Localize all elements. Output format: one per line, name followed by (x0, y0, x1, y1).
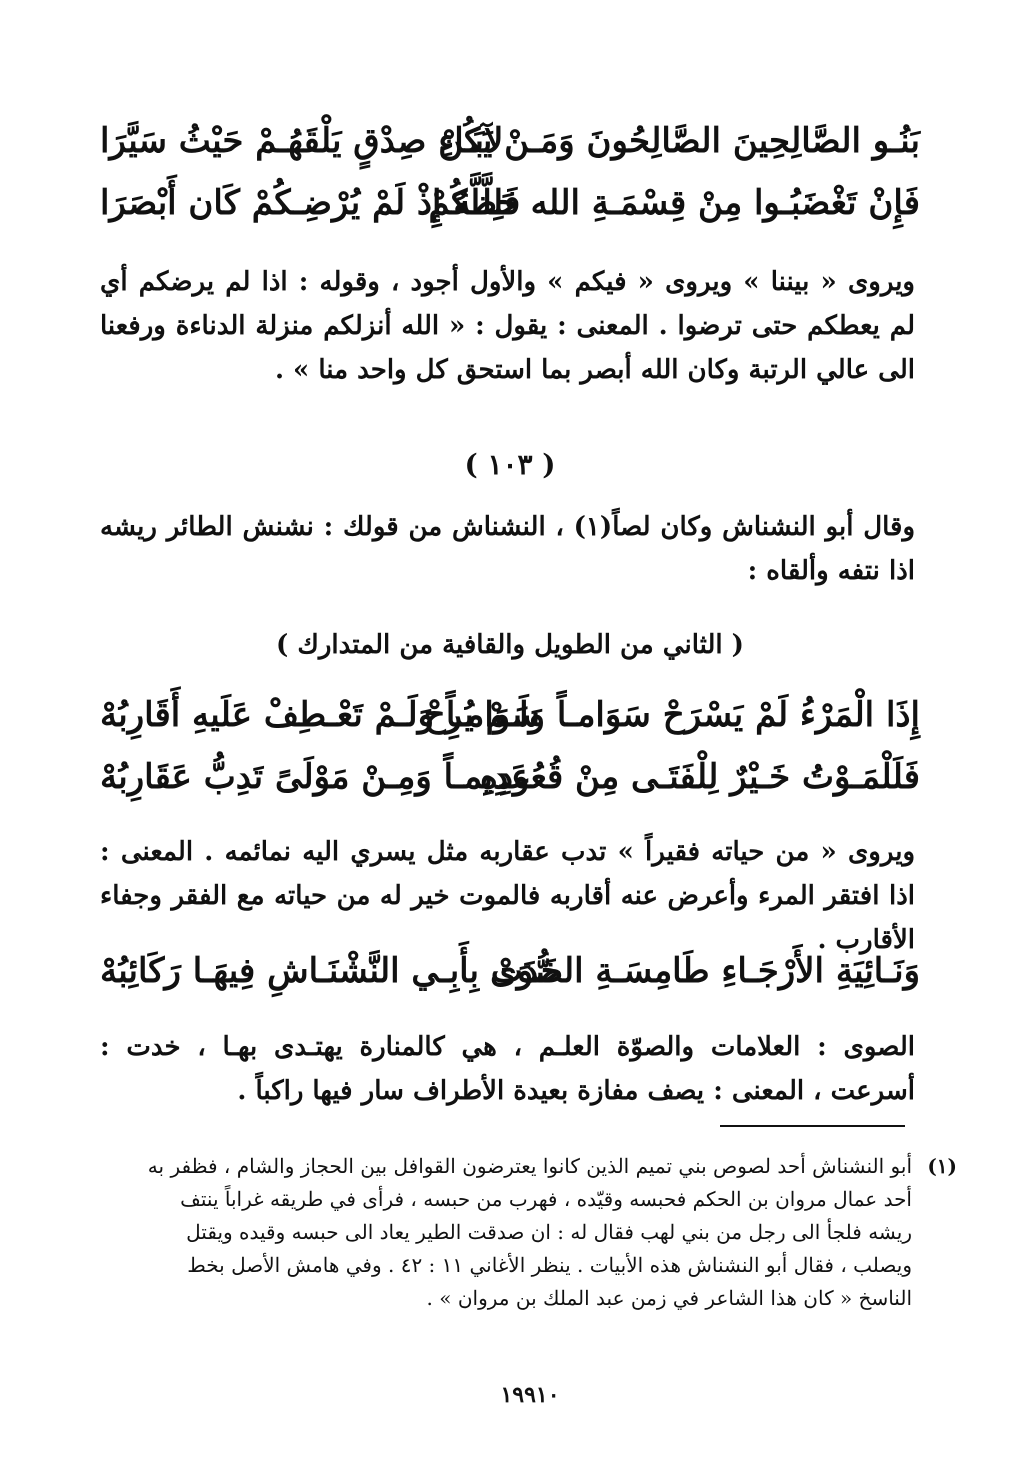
footnote (142, 1150, 957, 1315)
verse-line (100, 684, 920, 746)
verse-second-hemistich: لآبَـاءِ صِدْقٍ يَلْقَهُـمْ حَيْثُ سَيَّرَا (100, 121, 504, 161)
verse-second-hemistich: فَلِلَّـهُ إِذْ لَمْ يُرْضِـكُمْ كَان أَبْصَرَا (100, 183, 521, 223)
poem-1 (100, 110, 920, 234)
verse-first-hemistich: فَإِنْ تَغْضَبُـوا مِنْ قِسْمَـةِ الله حَظَّكُمْ (428, 183, 920, 223)
verse-first-hemistich: إِذَا الْمَرْءُ لَمْ يَسْرَحْ سَوَامـاً وَلَـمْ يُرِحْ (423, 695, 920, 735)
footnote-divider (720, 1125, 905, 1127)
verse-first-hemistich: فَلَلْمَـوْتُ خَـيْرٌ لِلْفَتَـى مِنْ قُعُودِهِ (480, 757, 920, 797)
verse-line (100, 172, 920, 234)
verse-first-hemistich: وَنَـائِيَةِ الأَرْجَـاءِ طَامِسَـةِ الصُّوَى (490, 951, 920, 991)
verse-line (100, 746, 920, 808)
verse-second-hemistich: عَدِيمـاً وَمِـنْ مَوْلَىً تَدِبُّ عَقَارِبُهْ (100, 757, 532, 797)
poem-3 (100, 940, 920, 1002)
intro-paragraph: وقال أبو النشناش وكان لصاً(١) ، النشناش من قولك : نشنش الطائر ريشه اذا نتفه وألقاه : (100, 512, 916, 586)
verse-first-hemistich: بَنُـو الصَّالِحِينَ الصَّالِحُونَ وَمَـنْ يَكُنْ (438, 121, 920, 161)
meter-heading: ( الثاني من الطويل والقافية من المتدارك ) (276, 630, 744, 660)
section-number: ( ١٠٣ ) (464, 448, 556, 481)
commentary-paragraph: ويروى « بيننا » ويروى « فيكم » والأول أجود ، وقوله : اذا لم يرضكم أي لم يعطكم حتى ترضوا . المعنى : يقول : « الله أنزلكم منزلة الدناءة ورفعنا الى عالي الرتبة وكان الله أبصر بما استحق كل واحد منا » . (100, 267, 915, 385)
verse-line (100, 110, 920, 172)
footnote-marker: (١) (927, 1154, 957, 1178)
verse-second-hemistich: سَوَامـاً وَلَـمْ تَعْـطِفْ عَلَيهِ أَقَارِبُهْ (100, 695, 540, 735)
verse-second-hemistich: خَدَتْ بِأَبِـي النَّشْنَـاشِ فِيهَـا رَكَائِبُهْ (100, 951, 562, 991)
commentary-paragraph: الصوى : العلامات والصوّة العلـم ، هي كالمنارة يهتـدى بهـا ، خدت : أسرعت ، المعنى : يصف مفازة بعيدة الأطراف سار فيها راكباً . (100, 1032, 915, 1106)
poem-2 (100, 684, 920, 808)
verse-line (100, 940, 920, 1002)
commentary-paragraph: ويروى « من حياته فقيراً » تدب عقاربه مثل يسري اليه نمائمه . المعنى : اذا افتقر المرء وأعرض عنه أقاربه فالموت خير له من حياته مع الفقر وجفاء الأقارب . (100, 837, 915, 955)
page-number: ١٩٩١٠ (500, 1382, 560, 1408)
footnote-text: أبو النشناش أحد لصوص بني تميم الذين كانوا يعترضون القوافل بين الحجاز والشام ، فظفر به أحد عمال مروان بن الحكم فحبسه وقيّده ، فهرب من حبسه ، فرأى في طريقه غراباً ينتف ريشه فلجأ الى رجل من بني لهب فقال له : ان صدقت الطير يعاد الى حبسه وقيده ويقتل ويصلب ، فقال أبو النشناش هذه الأبيات . ينظر الأغاني ١١ : ٤٢ . وفي هامش الأصل بخط الناسخ « كان هذا الشاعر في زمن عبد الملك بن مروان » . (147, 1154, 912, 1310)
